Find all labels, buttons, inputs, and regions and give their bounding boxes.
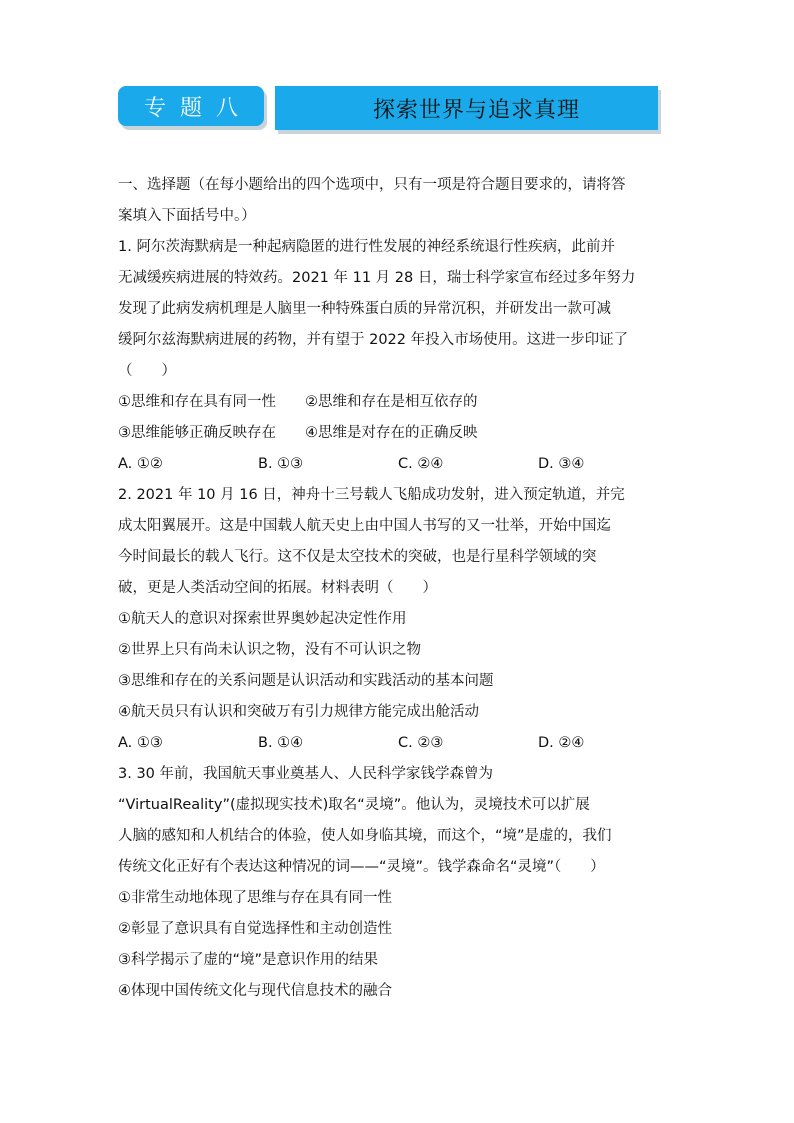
question-3-statement: ②彰显了意识具有自觉选择性和主动创造性 bbox=[118, 921, 392, 937]
topic-title-box bbox=[275, 86, 658, 130]
question-3-line: “VirtualReality”(虚拟现实技术)取名“灵境”。他认为，灵境技术可以扩展 bbox=[118, 797, 590, 813]
question-2-statement: ④航天员只有认识和突破万有引力规律方能完成出舱活动 bbox=[118, 704, 479, 720]
topic-tag-label: 专题八 bbox=[143, 95, 252, 121]
question-3-line: 人脑的感知和人机结合的体验，使人如身临其境，而这个，“境”是虚的，我们 bbox=[118, 828, 612, 844]
section-heading-line-2: 案填入下面括号中。） bbox=[118, 208, 256, 224]
question-1-line: 发现了此病发病机理是人脑里一种特殊蛋白质的异常沉积，并研发出一款可减 bbox=[118, 301, 611, 317]
choice-b: B. ①④ bbox=[258, 735, 304, 751]
question-3 bbox=[118, 759, 678, 1007]
choice-a: A. ①③ bbox=[118, 735, 163, 751]
question-3-line: 3. 30 年前，我国航天事业奠基人、人民科学家钱学森曾为 bbox=[118, 766, 494, 782]
topic-title: 探索世界与追求真理 bbox=[372, 97, 580, 123]
question-2-line: 2. 2021 年 10 月 16 日，神舟十三号载人飞船成功发射，进入预定轨道，并完 bbox=[118, 487, 625, 503]
choice-b: B. ①③ bbox=[258, 456, 304, 472]
question-1-choices bbox=[118, 449, 678, 480]
question-1-line: 无减缓疾病进展的特效药。2021 年 11 月 28 日，瑞士科学家宣布经过多年努力 bbox=[118, 270, 636, 286]
question-2-choices bbox=[118, 728, 678, 759]
question-2-statement: ③思维和存在的关系问题是认识活动和实践活动的基本问题 bbox=[118, 673, 494, 689]
choice-c: C. ②③ bbox=[398, 735, 444, 751]
question-3-statement: ④体现中国传统文化与现代信息技术的融合 bbox=[118, 983, 392, 999]
question-1-statement: ①思维和存在具有同一性 ②思维和存在是相互依存的 bbox=[118, 394, 478, 410]
question-2-statement: ①航天人的意识对探索世界奥妙起决定性作用 bbox=[118, 611, 407, 627]
choice-a: A. ①② bbox=[118, 456, 163, 472]
question-2 bbox=[118, 480, 678, 759]
question-2-statement: ②世界上只有尚未认识之物，没有不可认识之物 bbox=[118, 642, 421, 658]
question-2-line: 成太阳翼展开。这是中国载人航天史上由中国人书写的又一壮举，开始中国迄 bbox=[118, 518, 611, 534]
topic-header bbox=[118, 86, 658, 132]
choice-c: C. ②④ bbox=[398, 456, 444, 472]
section-heading-line-1: 一、选择题（在每小题给出的四个选项中，只有一项是符合题目要求的，请将答 bbox=[118, 177, 626, 193]
choice-d: D. ③④ bbox=[538, 456, 585, 472]
question-content bbox=[118, 170, 678, 1007]
question-1 bbox=[118, 232, 678, 480]
question-3-statement: ③科学揭示了虚的“境”是意识作用的结果 bbox=[118, 952, 379, 968]
question-1-line: （ ） bbox=[118, 363, 176, 379]
question-3-line: 传统文化正好有个表达这种情况的词——“灵境”。钱学森命名“灵境”（ ） bbox=[118, 859, 605, 875]
question-1-statement: ③思维能够正确反映存在 ④思维是对存在的正确反映 bbox=[118, 425, 478, 441]
question-2-line: 今时间最长的载人飞行。这不仅是太空技术的突破，也是行星科学领域的突 bbox=[118, 549, 597, 565]
question-1-line: 1. 阿尔茨海默病是一种起病隐匿的进行性发展的神经系统退行性疾病，此前并 bbox=[118, 239, 615, 255]
question-3-statement: ①非常生动地体现了思维与存在具有同一性 bbox=[118, 890, 392, 906]
choice-d: D. ②④ bbox=[538, 735, 585, 751]
topic-tag bbox=[118, 86, 264, 126]
question-1-line: 缓阿尔兹海默病进展的药物，并有望于 2022 年投入市场使用。这进一步印证了 bbox=[118, 332, 629, 348]
question-2-line: 破，更是人类活动空间的拓展。材料表明（ ） bbox=[118, 580, 437, 596]
